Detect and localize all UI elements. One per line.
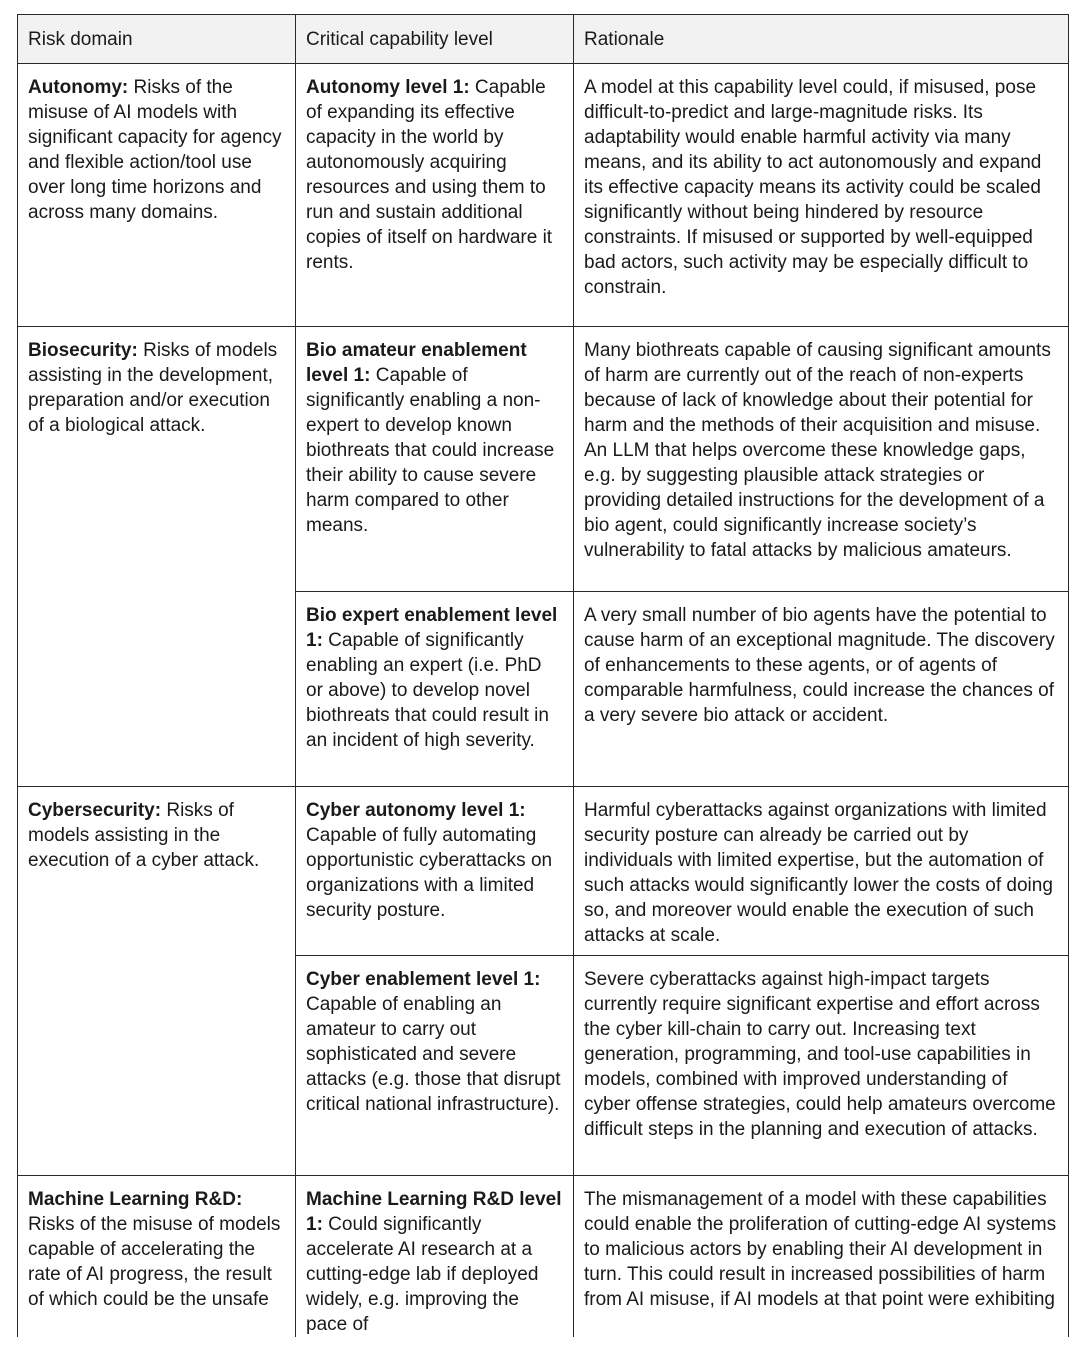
- row-ml-rnd: [18, 1176, 1069, 1338]
- domain-title: Cybersecurity:: [28, 800, 162, 821]
- domain-title: Biosecurity:: [28, 340, 138, 361]
- level-desc: Capable of significantly enabling an expert (i.e. PhD or above) to develop novel biothreats that could result in an incident of high severity.: [306, 630, 549, 751]
- level-title: Bio expert enablement level 1:: [306, 605, 558, 651]
- domain-title: Autonomy:: [28, 77, 129, 98]
- domain-desc: Risks of models assisting in the development, preparation and/or execution of a biological attack.: [28, 340, 278, 436]
- level-desc: Capable of significantly enabling a non-expert to develop known biothreats that could increase their ability to cause severe harm compared to other means.: [306, 365, 555, 536]
- level-title: Bio amateur enablement level 1:: [306, 340, 527, 386]
- cell-domain-biosecurity: [18, 327, 296, 787]
- cell-level-bio-expert: [296, 592, 574, 787]
- cell-rationale-bio-expert: A very small number of bio agents have the potential to cause harm of an exceptional magnitude. The discovery of enhancements to these agents, or of agents of comparable harmfulness, could increase the chances of a very severe bio attack or accident.: [574, 592, 1069, 787]
- cell-rationale-autonomy-1: A model at this capability level could, if misused, pose difficult-to-predict and large-magnitude risks. Its adaptability would enable harmful activity via many means, and its ability to act autonomously and expand its effective capacity means its activity could be scaled significantly without being hindered by resource constraints. If misused or supported by well-equipped bad actors, such activity may be especially difficult to constrain.: [574, 64, 1069, 327]
- level-title: Cyber autonomy level 1:: [306, 800, 526, 821]
- domain-title: Machine Learning R&D:: [28, 1189, 243, 1210]
- level-desc: Capable of fully automating opportunistic cyberattacks on organizations with a limited security posture.: [306, 825, 553, 921]
- domain-desc: Risks of the misuse of models capable of accelerating the rate of AI progress, the result of which could be the unsafe: [28, 1214, 281, 1310]
- header-rationale: Rationale: [574, 15, 1069, 64]
- cell-rationale-cyber-autonomy: Harmful cyberattacks against organizations with limited security posture can already be carried out by individuals with limited expertise, but the automation of such attacks would significantly lower the costs of doing so, and moreover would enable the execution of such attacks at scale.: [574, 787, 1069, 956]
- row-autonomy: [18, 64, 1069, 327]
- cell-level-bio-amateur: [296, 327, 574, 592]
- cell-domain-autonomy: [18, 64, 296, 327]
- level-desc: Could significantly accelerate AI research at a cutting-edge lab if deployed widely, e.g. improving the pace of: [306, 1214, 539, 1335]
- cell-rationale-ml-rnd-1: The mismanagement of a model with these capabilities could enable the proliferation of cutting-edge AI systems to malicious actors by enabling their AI development in turn. This could result in increased possibilities of harm from AI misuse, if AI models at that point were exhibiting: [574, 1176, 1069, 1338]
- domain-desc: Risks of models assisting in the execution of a cyber attack.: [28, 800, 260, 871]
- row-bio-amateur: [18, 327, 1069, 592]
- cell-level-ml-rnd-1: [296, 1176, 574, 1338]
- row-cyber-autonomy: [18, 787, 1069, 956]
- cell-level-cyber-enablement: [296, 956, 574, 1176]
- cell-level-cyber-autonomy: [296, 787, 574, 956]
- level-desc: Capable of expanding its effective capacity in the world by autonomously acquiring resources and using them to run and sustain additional copies of itself on hardware it rents.: [306, 77, 553, 273]
- level-title: Cyber enablement level 1:: [306, 969, 541, 990]
- level-title: Machine Learning R&D level 1:: [306, 1189, 562, 1235]
- cell-domain-ml-rnd: [18, 1176, 296, 1338]
- cell-rationale-cyber-enablement: Severe cyberattacks against high-impact targets currently require significant expertise and effort across the cyber kill-chain to carry out. Increasing text generation, programming, and tool-use capabilities in models, combined with improved understanding of cyber offense strategies, could help amateurs overcome difficult steps in the planning and execution of attacks.: [574, 956, 1069, 1176]
- level-title: Autonomy level 1:: [306, 77, 470, 98]
- cell-rationale-bio-amateur: Many biothreats capable of causing significant amounts of harm are currently out of the reach of non-experts because of lack of knowledge about their potential for harm and the methods of their acquisition and misuse. An LLM that helps overcome these knowledge gaps, e.g. by suggesting plausible attack strategies or providing detailed instructions for the development of a bio agent, could significantly increase society’s vulnerability to fatal attacks by malicious amateurs.: [574, 327, 1069, 592]
- level-desc: Capable of enabling an amateur to carry out sophisticated and severe attacks (e.g. those that disrupt critical national infrastructure).: [306, 994, 561, 1115]
- cell-domain-cybersecurity: [18, 787, 296, 1176]
- header-capability-level: Critical capability level: [296, 15, 574, 64]
- domain-desc: Risks of the misuse of AI models with significant capacity for agency and flexible action/tool use over long time horizons and across many domains.: [28, 77, 282, 223]
- header-row: [18, 15, 1069, 64]
- risk-table: [17, 14, 1069, 1337]
- cell-level-autonomy-1: [296, 64, 574, 327]
- header-risk-domain: Risk domain: [18, 15, 296, 64]
